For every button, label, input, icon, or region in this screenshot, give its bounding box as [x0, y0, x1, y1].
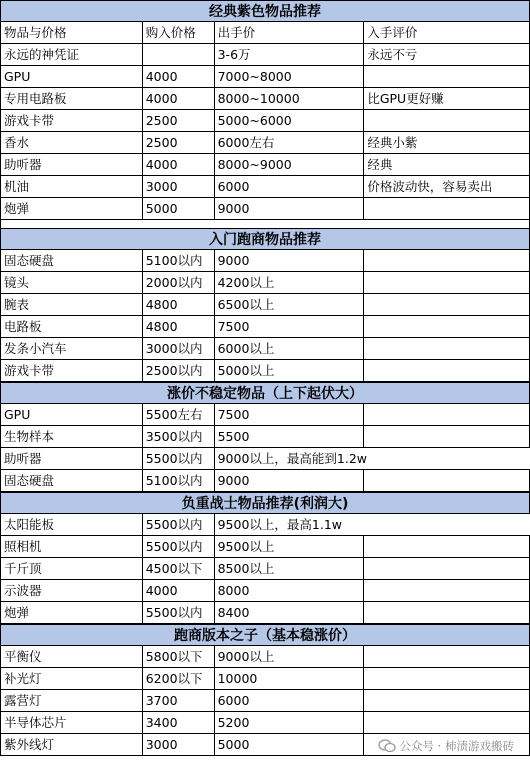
- sell-price-cell: 8000~10000: [215, 88, 365, 110]
- sell-price-cell: 4200以上: [215, 272, 365, 294]
- item-name-cell: 腕表: [1, 294, 143, 316]
- section-title: 入门跑商物品推荐: [0, 228, 530, 250]
- table-row: [0, 154, 530, 176]
- sell-price-cell: 5000: [215, 734, 365, 756]
- item-name-cell: GPU: [1, 404, 143, 426]
- table-row: [0, 558, 530, 580]
- section-title: 涨价不稳定物品（上下起伏大）: [0, 382, 530, 404]
- buy-price-cell: 3000: [143, 734, 215, 756]
- buy-price-cell: 6200以下: [143, 668, 215, 690]
- buy-price-cell: 4800: [143, 316, 215, 338]
- buy-price-cell: 4000: [143, 580, 215, 602]
- sell-price-cell: 5000以上: [215, 360, 365, 382]
- item-name-cell: 固态硬盘: [1, 250, 143, 272]
- sell-price-cell: 3-6万: [215, 44, 365, 66]
- buy-price-cell: [143, 44, 215, 66]
- buy-price-cell: 5500以内: [143, 448, 215, 470]
- table-row: [0, 602, 530, 624]
- table-row: [0, 426, 530, 448]
- comment-cell: [364, 602, 530, 624]
- watermark-text: 公众号 · 柿渍游戏搬砖: [399, 739, 514, 753]
- comment-cell: [364, 250, 530, 272]
- section: [0, 0, 530, 220]
- buy-price-cell: 2000以内: [143, 272, 215, 294]
- buy-price-cell: 4500以下: [143, 558, 215, 580]
- item-name-cell: 专用电路板: [1, 88, 143, 110]
- sell-price-cell: 9000: [215, 250, 365, 272]
- item-name-cell: 炮弹: [1, 198, 143, 220]
- buy-price-cell: 4800: [143, 294, 215, 316]
- sell-price-cell: 9000以上，最高能到1.2w: [215, 448, 530, 470]
- table-row: [0, 404, 530, 426]
- section: [0, 492, 530, 624]
- table-row: [0, 88, 530, 110]
- comment-cell: [364, 712, 530, 734]
- table-row: [0, 250, 530, 272]
- column-header: 购入价格: [143, 22, 215, 44]
- comment-cell: [364, 426, 530, 448]
- comment-cell: [364, 294, 530, 316]
- comment-cell: [364, 404, 530, 426]
- buy-price-cell: 2500: [143, 132, 215, 154]
- table-row: [0, 316, 530, 338]
- table-row: [0, 66, 530, 88]
- sell-price-cell: 6000: [215, 176, 365, 198]
- sell-price-cell: 9000: [215, 198, 365, 220]
- sell-price-cell: 10000: [215, 668, 365, 690]
- item-name-cell: 固态硬盘: [1, 470, 143, 492]
- item-name-cell: 助听器: [1, 154, 143, 176]
- item-name-cell: 生物样本: [1, 426, 143, 448]
- section-title: 负重战士物品推荐(利润大): [0, 492, 530, 514]
- sell-price-cell: 9500以上: [215, 536, 365, 558]
- item-name-cell: 镜头: [1, 272, 143, 294]
- column-header: 物品与价格: [1, 22, 143, 44]
- comment-cell: [364, 360, 530, 382]
- buy-price-cell: 5800以下: [143, 646, 215, 668]
- wechat-icon: [378, 739, 396, 753]
- item-name-cell: 千斤顶: [1, 558, 143, 580]
- item-name-cell: 游戏卡带: [1, 360, 143, 382]
- item-name-cell: 露营灯: [1, 690, 143, 712]
- sell-price-cell: 7500: [215, 316, 365, 338]
- table-row: [0, 294, 530, 316]
- comment-cell: [364, 110, 530, 132]
- table-row: [0, 272, 530, 294]
- sell-price-cell: 5000~6000: [215, 110, 365, 132]
- sell-price-cell: 8000~9000: [215, 154, 365, 176]
- section: [0, 382, 530, 492]
- item-name-cell: 太阳能板: [1, 514, 143, 536]
- watermark: [378, 738, 514, 754]
- sell-price-cell: 6000: [215, 690, 365, 712]
- spacer-row: [0, 220, 530, 228]
- buy-price-cell: 3000: [143, 176, 215, 198]
- item-name-cell: 电路板: [1, 316, 143, 338]
- sell-price-cell: 5200: [215, 712, 365, 734]
- comment-cell: [364, 536, 530, 558]
- sell-price-cell: 6500以上: [215, 294, 365, 316]
- table-row: [0, 536, 530, 558]
- column-header: 入手评价: [364, 22, 530, 44]
- item-name-cell: GPU: [1, 66, 143, 88]
- buy-price-cell: 3000以内: [143, 338, 215, 360]
- section-title: 经典紫色物品推荐: [0, 0, 530, 22]
- buy-price-cell: 5500以内: [143, 536, 215, 558]
- item-name-cell: 香水: [1, 132, 143, 154]
- comment-cell: [364, 646, 530, 668]
- comment-cell: [364, 272, 530, 294]
- item-name-cell: 助听器: [1, 448, 143, 470]
- comment-cell: [364, 66, 530, 88]
- comment-cell: 永远不亏: [364, 44, 530, 66]
- table-row: [0, 448, 530, 470]
- buy-price-cell: 4000: [143, 154, 215, 176]
- sell-price-cell: 9500以上，最高1.1w: [215, 514, 530, 536]
- table-row: [0, 646, 530, 668]
- sell-price-cell: 9000以上: [215, 646, 365, 668]
- buy-price-cell: 4000: [143, 66, 215, 88]
- buy-price-cell: 5100以内: [143, 470, 215, 492]
- buy-price-cell: 4000: [143, 88, 215, 110]
- sell-price-cell: 6000左右: [215, 132, 365, 154]
- buy-price-cell: 5100以内: [143, 250, 215, 272]
- comment-cell: [364, 558, 530, 580]
- item-name-cell: 半导体芯片: [1, 712, 143, 734]
- table-row: [0, 712, 530, 734]
- comment-cell: [364, 198, 530, 220]
- table-row: [0, 176, 530, 198]
- section-title: 跑商版本之子（基本稳涨价）: [0, 624, 530, 646]
- table-row: [0, 338, 530, 360]
- table-row: [0, 132, 530, 154]
- table-row: [0, 470, 530, 492]
- item-name-cell: 游戏卡带: [1, 110, 143, 132]
- table-row: [0, 668, 530, 690]
- buy-price-cell: 3400: [143, 712, 215, 734]
- item-name-cell: 平衡仪: [1, 646, 143, 668]
- buy-price-cell: 5500左右: [143, 404, 215, 426]
- sell-price-cell: 9000: [215, 470, 365, 492]
- sell-price-cell: 8400: [215, 602, 365, 624]
- section: [0, 624, 530, 756]
- buy-price-cell: 5500以内: [143, 514, 215, 536]
- buy-price-cell: 2500以内: [143, 360, 215, 382]
- header-row: [0, 22, 530, 44]
- sell-price-cell: 8000: [215, 580, 365, 602]
- table-row: [0, 690, 530, 712]
- sell-price-cell: 6000以上: [215, 338, 365, 360]
- sell-price-cell: 8500以上: [215, 558, 365, 580]
- item-name-cell: 永远的神凭证: [1, 44, 143, 66]
- buy-price-cell: 3700: [143, 690, 215, 712]
- buy-price-cell: 5500以内: [143, 602, 215, 624]
- column-header: 出手价: [215, 22, 365, 44]
- item-name-cell: 炮弹: [1, 602, 143, 624]
- section: [0, 228, 530, 382]
- table-row: [0, 514, 530, 536]
- table-row: [0, 198, 530, 220]
- buy-price-cell: 2500: [143, 110, 215, 132]
- table-row: [0, 580, 530, 602]
- comment-cell: [364, 580, 530, 602]
- comment-cell: [364, 690, 530, 712]
- item-name-cell: 照相机: [1, 536, 143, 558]
- item-name-cell: 示波器: [1, 580, 143, 602]
- item-name-cell: 紫外线灯: [1, 734, 143, 756]
- buy-price-cell: 5000: [143, 198, 215, 220]
- sell-price-cell: 7000~8000: [215, 66, 365, 88]
- comment-cell: [364, 338, 530, 360]
- comment-cell: 比GPU更好赚: [364, 88, 530, 110]
- sell-price-cell: 5500: [215, 426, 365, 448]
- comment-cell: 经典小紫: [364, 132, 530, 154]
- table-row: [0, 110, 530, 132]
- item-name-cell: 机油: [1, 176, 143, 198]
- comment-cell: 价格波动快，容易卖出: [364, 176, 530, 198]
- item-name-cell: 发条小汽车: [1, 338, 143, 360]
- item-name-cell: 补光灯: [1, 668, 143, 690]
- comment-cell: [364, 470, 530, 492]
- comment-cell: 经典: [364, 154, 530, 176]
- table-row: [0, 44, 530, 66]
- buy-price-cell: 3500以内: [143, 426, 215, 448]
- comment-cell: [364, 316, 530, 338]
- table-row: [0, 360, 530, 382]
- sell-price-cell: 7500: [215, 404, 365, 426]
- comment-cell: [364, 668, 530, 690]
